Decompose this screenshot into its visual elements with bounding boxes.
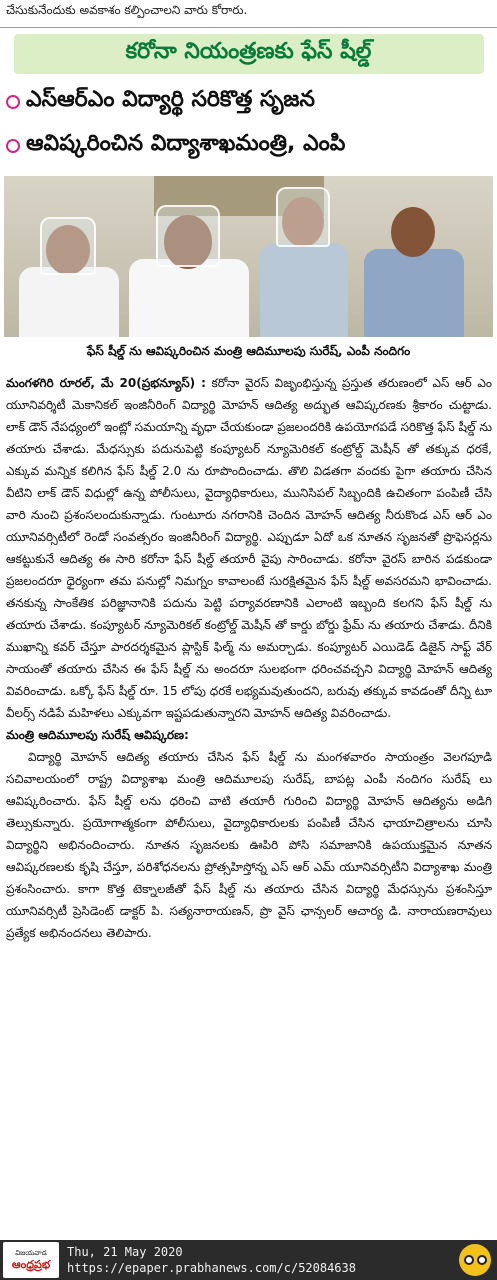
subheadline-1-text: ఎస్ఆర్ఎం విద్యార్థి సరికొత్త సృజన — [26, 87, 315, 112]
news-photo — [4, 176, 493, 337]
bullet-ring-icon — [6, 139, 20, 153]
article-dateline: మంగళగిరి రూరల్, మే 20(ప్రభన్యూస్) : — [6, 376, 206, 390]
andhraprabha-logo — [3, 1242, 59, 1278]
article-paragraph-1-text: కరోనా వైరస్ విజృంభిస్తున్న ప్రస్తుత తరుణంలో ఎస్ ఆర్ ఎం యూనివర్శిటీ మెకానికల్ ఇంజినీరింగ్ విద్యార్థి మోహన్ ఆదిత్య అద్భుత ఆవిష్కరణకు శ్రీకారం చుట్టాడు. లాక్ డౌన్ నేపధ్యంలో ఇంట్లో సమయాన్ని వృధా చేయకుండా ప్రజలందరికి ఉపయోగపడే సరికొత్త ఫేస్ షీల్డ్ ను తయారు చేశాడు. మేధస్సుకు పదునుపెట్టి కంప్యూటర్ న్యూమెరికల్ కంట్రోల్డ్ మెషీన్ తో తక్కువ ధరకే, ఎక్కువ మన్నిక కలిగిన ఫేస్ షీల్డ్ 2.0 ను రూపొందించాడు. తొలి విడతగా వందకు పైగా తయారు చేసిన వీటిని లాక్ డౌన్ విధుల్లో ఉన్న పోలీసులు, వైద్యాధికారులు, మునిసిపల్ సిబ్బందికి ఉచితంగా పంపిణీ చేసి వారి నుంచి ప్రశంసలందుకున్నాడు. గుంటూరు నగరానికి చెందిన మోహన్ ఆదిత్య నీరుకొండ ఎస్ ఆర్ ఎం యూనివర్సిటీలో రెండో సంవత్సరం ఇంజినీరింగ్ విద్యార్థి. ఎప్పుడూ ఏదో ఒక నూతన సృజనతో ప్రొఫెసర్లను ఆకట్టుకునే ఆదిత్య ఈ సారి కరోనా ఫేస్ షీల్డ్ తయారీ వైపు సారించాడు. కరోనా వైరస్ బారిన పడకుండా ప్రజలందరూ ధైర్యంగా తమ పనుల్లో నిమగ్నం కావాలంటే సురక్షితమైన ఫేస్ షీల్డ్ అవసరమని భావించాడు. తనకున్న సాంకేతిక పరిజ్ఞానానికి పదును పెట్టి పర్యావరణానికి ఎలాంటి ఇబ్బంది కలగని ఫేస్ షీల్డ్ ను తయారు చేశాడు. కంప్యూటర్ న్యూమెరికల్ కంట్రోల్డ్ మెషీన్ తో కార్డు బోర్డు ఫ్రేమ్ ను తయారు చేశాడు. దీనికి ముఖాన్ని కవర్ చేస్తూ పారదర్శకమైన ప్లాస్టిక్ ఫిల్మ్ ను అమర్చాడు. కంప్యూటర్ ఎయిడెడ్ డిజైన్ సాఫ్ట్ వేర్ సాయంతో తయారు చేసిన ఈ ఫేస్ షీల్డ్ ను అందరూ సులభంగా ధరించవచ్చని విద్యార్థి మోహన్ ఆదిత్య వివరించాడు. ఒక్కో ఫేస్ షీల్డ్ రూ. 15 లోపు ధరకే లభ్యమవుతుందని, బరువు తక్కువ కావడంతో దీన్ని టూ వీలర్స్ నడిపే మహిళలు ఎక్కువగా ఇష్టపడుతున్నారని మోహన్ ఆదిత్య వివరించాడు. — [6, 376, 492, 720]
subheadline-1 — [0, 80, 497, 124]
logo-name: ఆంధ్రప్రభ — [11, 1258, 51, 1271]
photo-person-2 — [124, 197, 254, 337]
article-paragraph-2: విద్యార్థి మోహన్ ఆదిత్య తయారు చేసిన ఫేస్ షీల్డ్ ను మంగళవారం సాయంత్రం వెలగపూడి సచివాలయంలో రాష్ట్ర విద్యాశాఖ మంత్రి ఆదిమూలపు సురేష్, బాపట్ల ఎంపీ నందిగం సురేష్ లు ఆవిష్కరించారు. ఫేస్ షీల్డ్ లను ధరించి వాటి తయారీ గురించి విద్యార్థి మోహన్ ఆదిత్యను అడిగి తెల్సుకున్నారు. ప్రయోగాత్మకంగా పోలీసులు, వైద్యాధికారులకు పంపిణీ చేసిన ఛాయాచిత్రాలను చూసి విద్యార్థిని అభినందించారు. నూతన సృజనలకు ఊపిరి పోసి సమాజానికి ఉపయుక్తమైన నూతన ఆవిష్కరణలకు కృషి చేస్తూ, పరిశోధనలను ప్రోత్సహిస్తోన్న ఎస్ ఆర్ ఎమ్ యూనివర్సిటీని విద్యాశాఖ మంత్రి ప్రశంసించారు. కాగా కొత్త టెక్నాలజీతో ఫేస్ షీల్డ్ ను తయారు చేసిన విద్యార్థి మేధస్సును ప్రశంసిస్తూ యూనివర్సిటీ ప్రెసిడెంట్ డాక్టర్ పి. సత్యనారాయణన్, ప్రొ వైస్ ఛాన్సలర్ ఆచార్య డి. నారాయణరావులు ప్రత్యేక అభినందనలు తెలిపారు. — [6, 750, 492, 940]
headline-title: కరోనా నియంత్రణకు ఫేస్ షీల్డ్ — [14, 34, 484, 74]
article-subhead: మంత్రి ఆదిమూలపు సురేష్ ఆవిష్కరణ: — [6, 728, 189, 742]
bullet-ring-icon — [6, 95, 20, 109]
footer-date: Thu, 21 May 2020 — [67, 1245, 183, 1259]
subheadline-2-text: ఆవిష్కరించిన విద్యాశాఖమంత్రి, ఎంపి — [26, 131, 346, 156]
face-shield-icon — [40, 217, 96, 275]
logo-edition: విజయవాడ — [15, 1249, 47, 1257]
article-paragraph-1 — [6, 372, 492, 724]
epaper-footer — [0, 1240, 497, 1280]
article-body — [6, 372, 492, 1212]
face-shield-icon — [156, 205, 220, 267]
photo-person-4 — [359, 187, 469, 337]
face-shield-icon — [276, 187, 330, 247]
footer-url[interactable]: https://epaper.prabhanews.com/c/52084638 — [67, 1261, 356, 1275]
photo-person-3 — [254, 177, 354, 337]
photo-caption: ఫేస్ షీల్డ్ ను ఆవిష్కరించిన మంత్రి ఆదిమూలపు సురేష్, ఎంపీ నందిగం — [0, 338, 497, 364]
headline-band — [0, 30, 497, 78]
owl-icon — [459, 1244, 491, 1276]
top-strip-text: చేసుకునేందుకు అవకాశం కల్పించాలని వారు కోరారు. — [0, 0, 497, 28]
subheadline-2 — [0, 124, 497, 168]
footer-meta — [67, 1244, 356, 1276]
photo-person-1 — [14, 207, 124, 337]
